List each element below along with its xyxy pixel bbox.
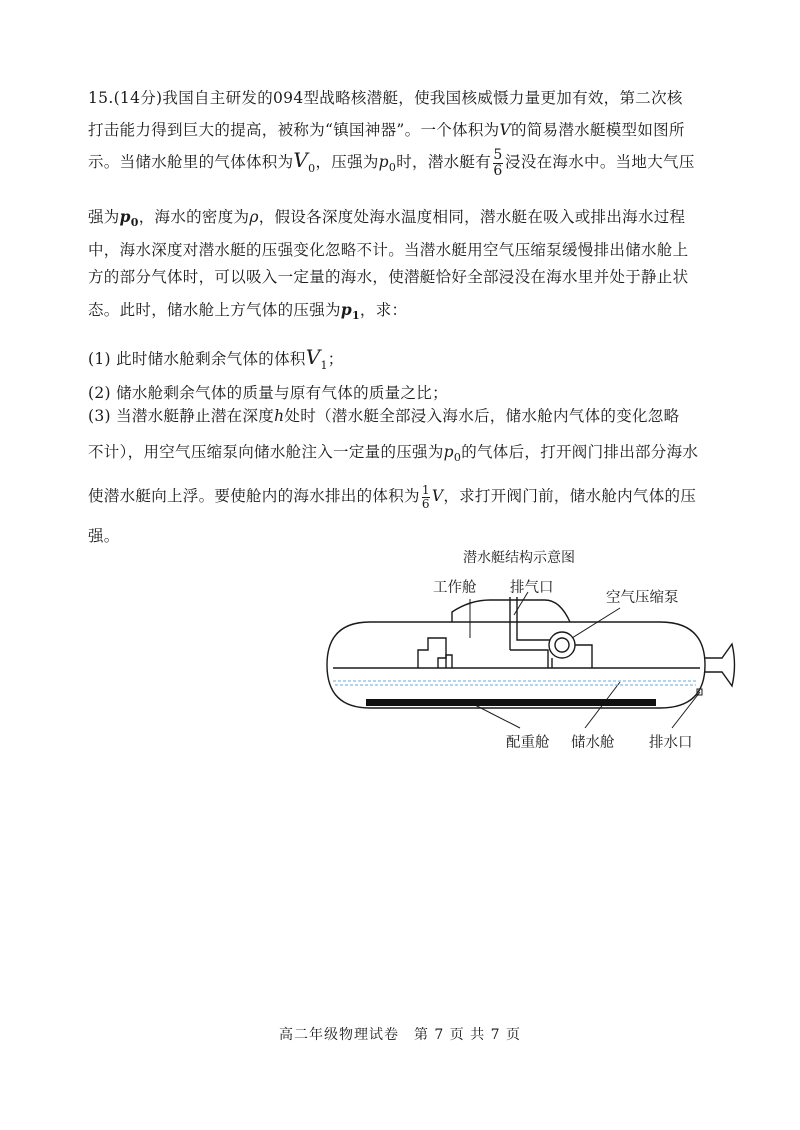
label-ballast-tank: 配重舱 [506, 735, 550, 751]
problem-text: 示。当储水舱里的气体体积为 [88, 153, 294, 172]
problem-number: 15. [88, 89, 114, 107]
problem-points: (14分) [113, 89, 163, 107]
label-drain-port: 排水口 [649, 735, 693, 751]
question-text: 强。 [88, 527, 120, 545]
question-text: ； [327, 350, 344, 368]
question-text: (2) 储水舱剩余气体的质量与原有气体的质量之比； [88, 384, 448, 402]
problem-text: 中，海水深度对潜水艇的压强变化忽略不计。当潜水艇用空气压缩泵缓慢排出储水舱上 [88, 241, 689, 259]
label-air-pump: 空气压缩泵 [606, 590, 679, 606]
question-text: 的气体后，打开阀门排出部分海水 [461, 443, 699, 461]
symbol-p1: $p_1$ [340, 300, 360, 323]
problem-text: ，海水的密度为 [138, 208, 250, 226]
symbol-V: V [499, 121, 511, 139]
symbol-p0: $p_0$ [443, 443, 462, 465]
problem-text: ，假设各深度处海水温度相同，潜水艇在吸入或排出海水过程 [258, 208, 686, 226]
problem-text: 方的部分气体时，可以吸入一定量的海水，使潜艇恰好全部浸没在海水里并处于静止状 [88, 268, 689, 286]
problem-text: ，压强为 [315, 153, 379, 172]
problem-text: 态。此时，储水舱上方气体的压强为 [88, 301, 341, 319]
question-text: (1) 此时储水舱剩余气体的体积 [88, 350, 306, 368]
fraction-5-6: $\frac{5}{6}$ [493, 147, 503, 179]
problem-text: 浸没在海水中。当地大气压 [505, 153, 695, 172]
symbol-rho: ρ [249, 208, 259, 226]
ballast-bar [366, 699, 656, 706]
tail-fin [705, 644, 735, 686]
problem-text: ，求： [359, 301, 408, 319]
problem-text: 强为 [88, 208, 120, 226]
air-pump-icon [549, 632, 575, 658]
symbol-p0: $p_0$ [378, 153, 397, 175]
question-text: 处时（潜水艇全部浸入海水后，储水舱内气体的变化忽略 [284, 407, 680, 425]
diagram-title: 潜水艇结构示意图 [463, 550, 575, 566]
problem-text: 我国自主研发的094型战略核潜艇，使我国核威慑力量更加有效，第二次核 [162, 89, 683, 107]
symbol-V: V [431, 487, 444, 506]
symbol-V1: $V_1$ [305, 345, 328, 372]
water-surface [333, 681, 698, 685]
question-text: ，求打开阀门前，储水舱内气体的压 [443, 487, 697, 506]
problem-text: 时，潜水艇有 [396, 153, 492, 172]
page-footer: 高二年级物理试卷 第 7 页 共 7 页 [278, 1027, 522, 1043]
work-cabin [418, 638, 446, 668]
label-exhaust-port: 排气口 [510, 580, 554, 596]
exhaust-pipe [510, 597, 550, 650]
question-text: 使潜水艇向上浮。要使舱内的海水排出的体积为 [88, 487, 420, 506]
label-work-cabin: 工作舱 [433, 580, 477, 596]
question-text: 不计），用空气压缩泵向储水舱注入一定量的压强为 [88, 443, 444, 461]
symbol-h: h [274, 407, 285, 425]
symbol-p0: $p_0$ [119, 207, 139, 230]
problem-text: 的简易潜水艇模型如图所 [510, 121, 685, 139]
problem-text: 打击能力得到巨大的提高，被称为“镇国神器”。一个体积为 [88, 121, 500, 139]
label-water-tank: 储水舱 [571, 735, 615, 751]
submarine-hull [327, 622, 705, 708]
symbol-V0: $V_0$ [293, 148, 316, 176]
fraction-1-6: $\frac{1}{6}$ [421, 483, 430, 511]
question-text: (3) 当潜水艇静止潜在深度 [88, 407, 275, 425]
